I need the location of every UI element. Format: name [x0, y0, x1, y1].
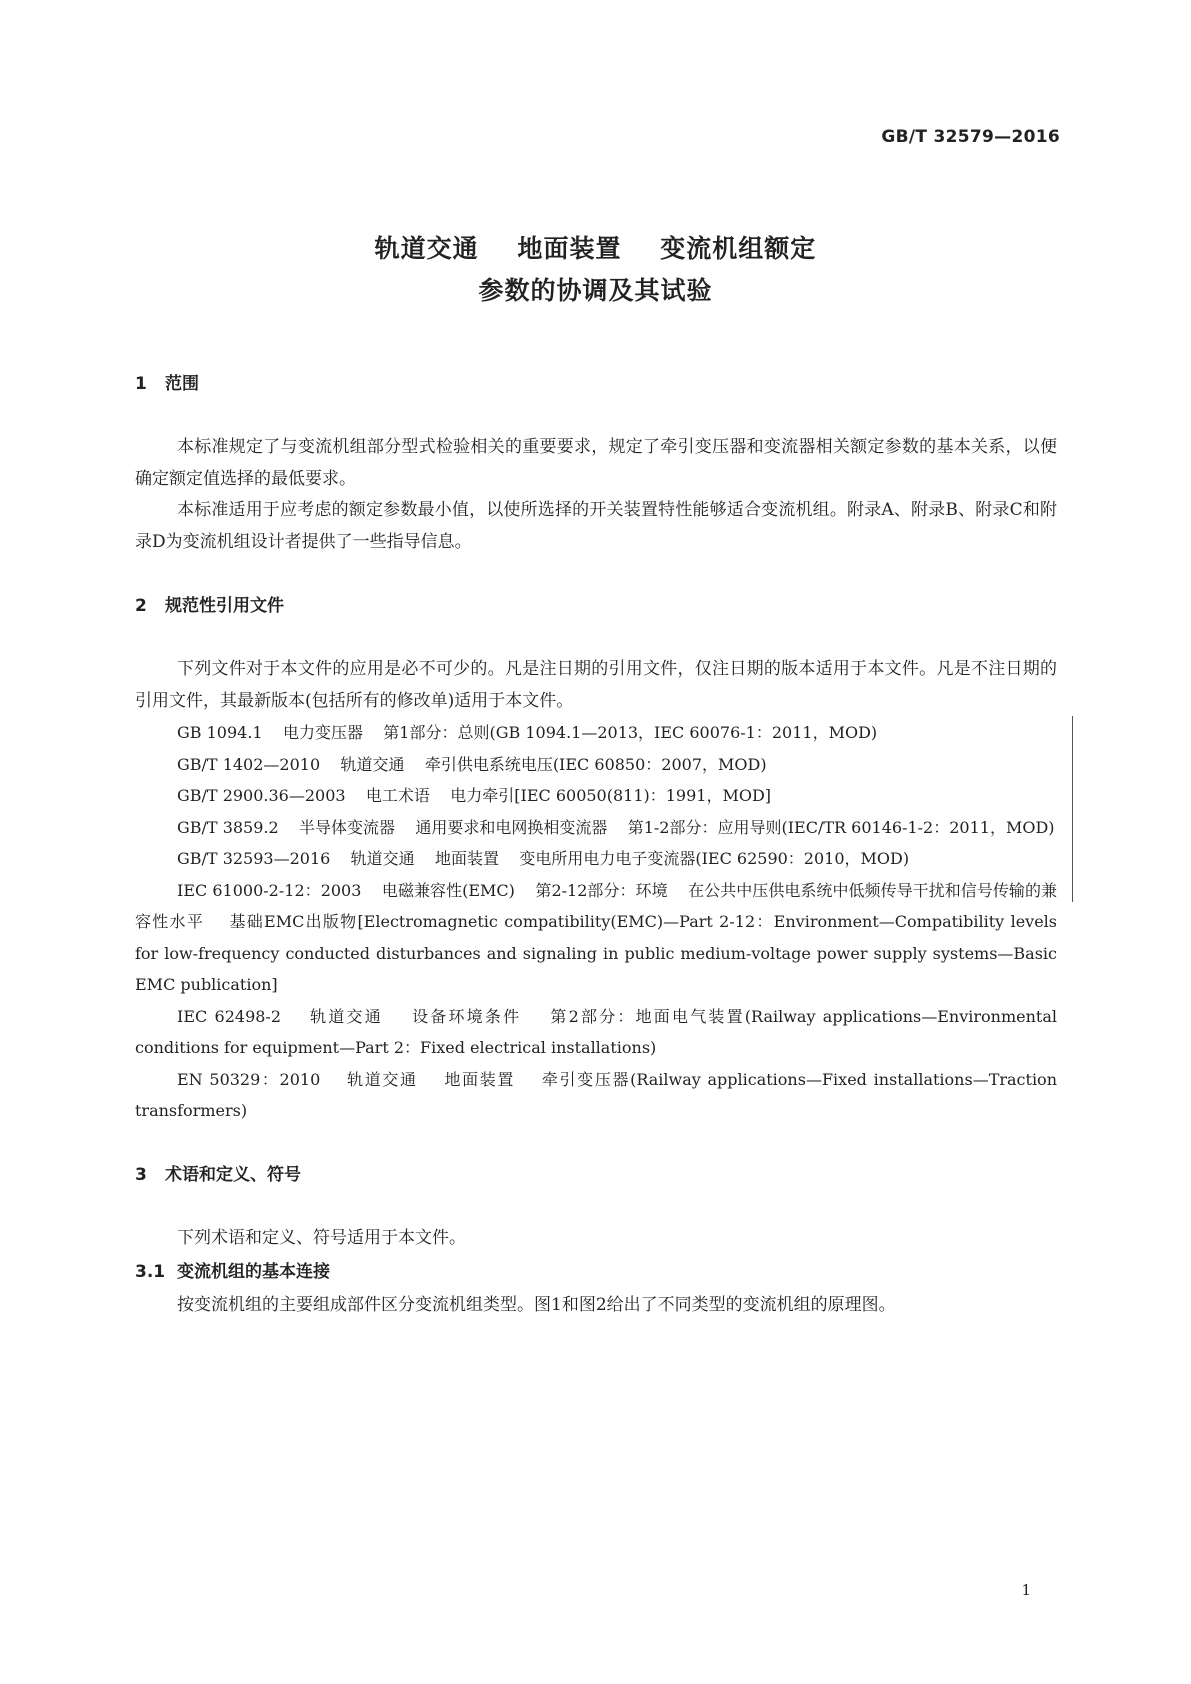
page-number: 1	[1021, 1581, 1031, 1599]
reference-item: GB/T 1402—2010 轨道交通 牵引供电系统电压(IEC 60850：2007，MOD)	[177, 754, 767, 774]
reference-item: IEC 62498-2 轨道交通 设备环境条件 第2部分：地面电气装置(Railway applications—Environmental conditions for equipment—Part 2：Fixed electrical installations)	[135, 1006, 1063, 1057]
paragraph: 本标准适用于应考虑的额定参数最小值，以使所选择的开关装置特性能够适合变流机组。附录A、附录B、附录C和附录D为变流机组设计者提供了一些指导信息。	[135, 500, 1057, 552]
paragraph: 下列文件对于本文件的应用是必不可少的。凡是注日期的引用文件，仅注日期的版本适用于本文件。凡是不注日期的引用文件，其最新版本(包括所有的修改单)适用于本文件。	[135, 659, 1057, 711]
subsection-number: 3.1	[135, 1262, 166, 1282]
subsection-3-1-heading	[135, 1260, 1057, 1284]
paragraph: 下列术语和定义、符号适用于本文件。	[177, 1227, 466, 1248]
title-line-2: 参数的协调及其试验	[478, 276, 713, 305]
section-title: 术语和定义、符号	[165, 1164, 301, 1185]
document-body	[135, 372, 1063, 1322]
title-line-1: 轨道交通 地面装置 变流机组额定	[374, 234, 817, 263]
standard-code: GB/T 32579—2016	[881, 127, 1060, 147]
section-number: 1	[135, 374, 147, 394]
reference-item: GB 1094.1 电力变压器 第1部分：总则(GB 1094.1—2013，IEC 60076-1：2011，MOD)	[177, 723, 878, 742]
section-3-heading	[135, 1163, 1057, 1187]
reference-item: GB/T 32593—2016 轨道交通 地面装置 变电所用电力电子变流器(IEC 62590：2010，MOD)	[177, 849, 910, 868]
section-2-heading	[135, 594, 1057, 618]
reference-item: EN 50329：2010 轨道交通 地面装置 牵引变压器(Railway applications—Fixed installations—Traction transformers)	[135, 1069, 1063, 1120]
section-title: 范围	[165, 374, 199, 394]
section-1-heading	[135, 372, 1057, 396]
paragraph: 按变流机组的主要组成部件区分变流机组类型。图1和图2给出了不同类型的变流机组的原理图。	[177, 1295, 896, 1315]
reference-item: IEC 61000-2-12：2003 电磁兼容性(EMC) 第2-12部分：环境 在公共中压供电系统中低频传导干扰和信号传输的兼容性水平 基础EMC出版物[Electromagnetic compatibility(EMC)—Part 2-12：Environment—Compatibility levels for low-frequency conducted disturbances and signaling in public medium-voltage power supply systems—Basic EMC publication]	[135, 880, 1063, 994]
reference-item: GB/T 2900.36—2003 电工术语 电力牵引[IEC 60050(811)：1991，MOD]	[177, 786, 772, 805]
subsection-title: 变流机组的基本连接	[177, 1262, 330, 1282]
section-number: 3	[135, 1164, 147, 1185]
section-title: 规范性引用文件	[165, 596, 284, 616]
reference-item: GB/T 3859.2 半导体变流器 通用要求和电网换相变流器 第1-2部分：应用导则(IEC/TR 60146-1-2：2011，MOD)	[177, 817, 1055, 837]
section-number: 2	[135, 596, 147, 616]
paragraph: 本标准规定了与变流机组部分型式检验相关的重要要求，规定了牵引变压器和变流器相关额定参数的基本关系，以便确定额定值选择的最低要求。	[135, 437, 1057, 489]
document-title	[0, 228, 1191, 312]
margin-change-bar	[1072, 716, 1073, 902]
